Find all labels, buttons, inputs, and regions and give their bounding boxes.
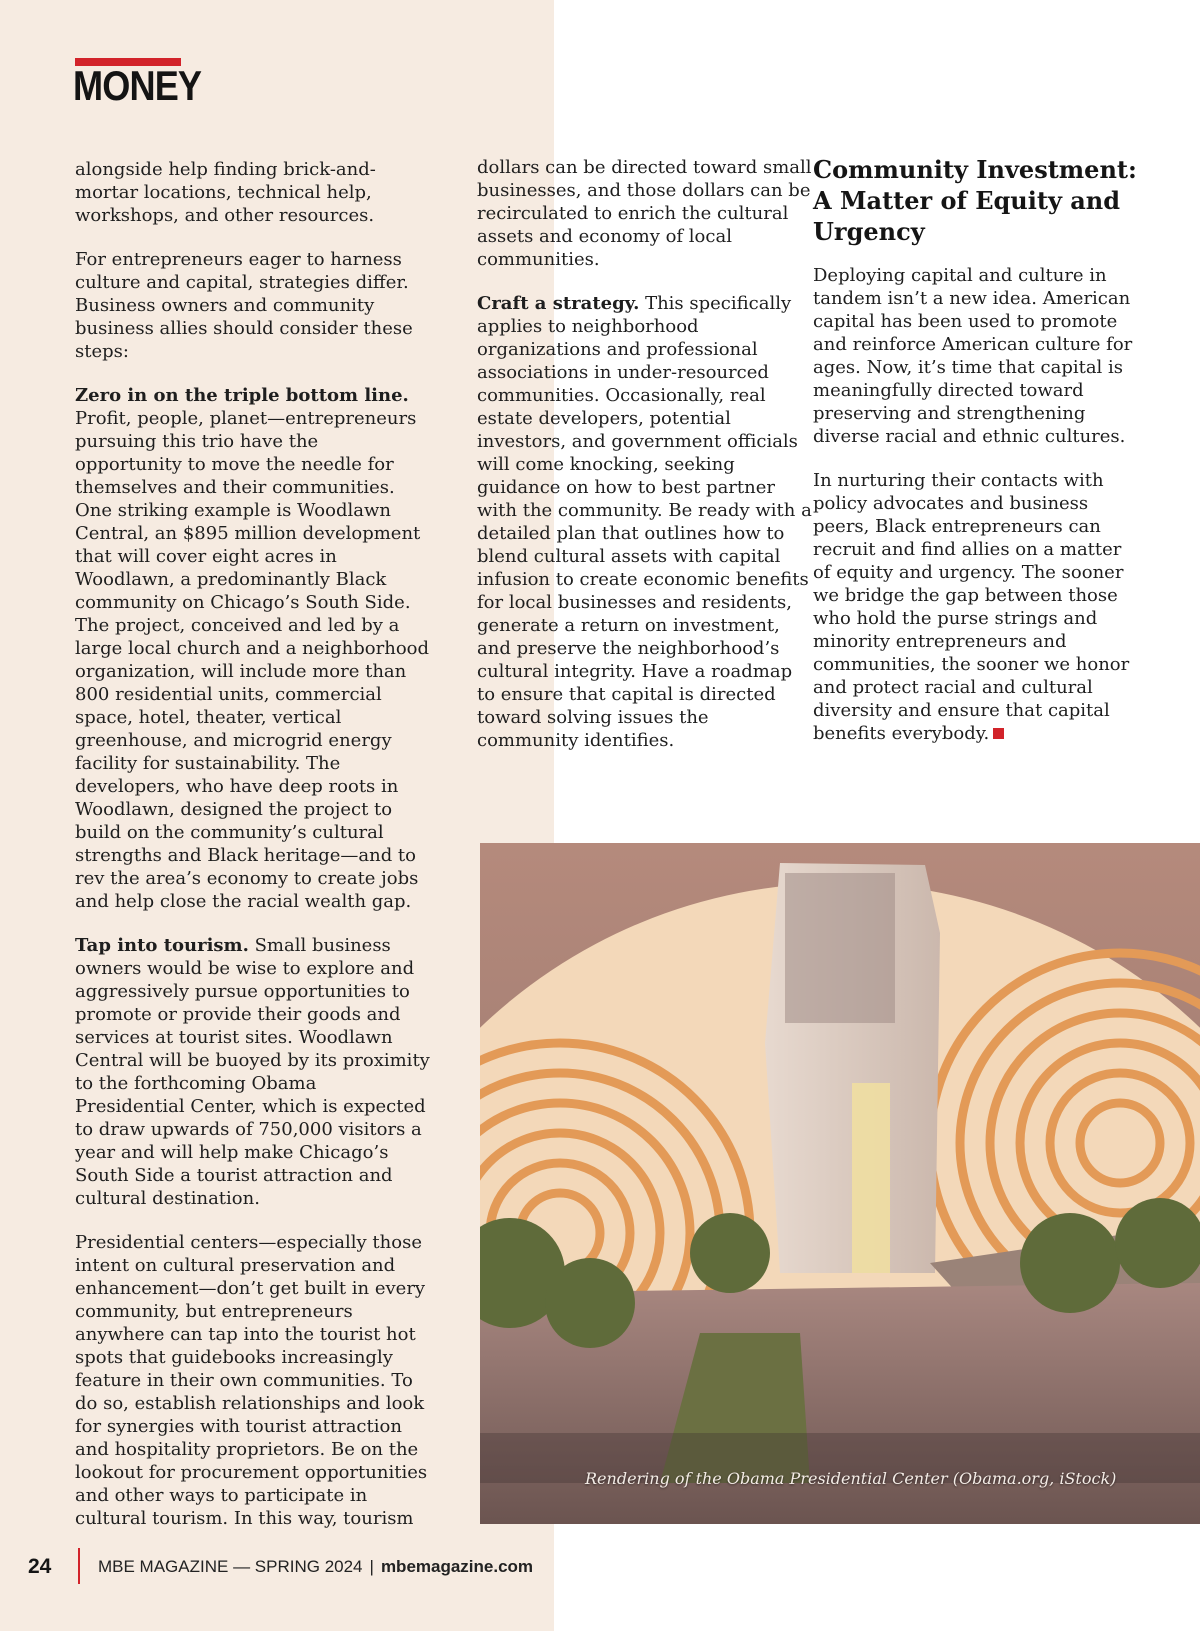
paragraph-lead-in: Zero in on the triple bottom line. (75, 385, 409, 406)
paragraph-body: This specifically applies to neighborhood organizations and professional associations in under-resourced communities. Occasionally, real estate developers, potential investors, and government officials will come knocking, seeking guidance on how to best partner with the community. Be ready with a detailed plan that outlines how to blend cultural assets with capital infusion to create economic benefits for local businesses and residents, generate a return on investment, and preserve the neighborhood’s cultural integrity. Have a roadmap to ensure that capital is directed toward solving issues the community identifies. (477, 293, 812, 751)
sidebar-column (813, 264, 1138, 745)
publication-name: MBE MAGAZINE — SPRING 2024 (98, 1557, 363, 1576)
paragraph-body: Small business owners would be wise to explore and aggressively pursue opportunities to promote or provide their goods and services at tourist sites. Woodlawn Central will be buoyed by its proximity to the forthcoming Obama Presidential Center, which is expected to draw upwards of 750,000 visitors a year and will help make Chicago’s South Side a tourist attraction and cultural destination. (75, 935, 430, 1209)
image-caption: Rendering of the Obama Presidential Center (Obama.org, iStock) (585, 1469, 1117, 1488)
paragraph (75, 384, 430, 913)
page-number: 24 (28, 1555, 52, 1578)
website-link[interactable]: mbemagazine.com (380, 1557, 534, 1576)
paragraph (813, 469, 1138, 745)
end-mark-icon (993, 728, 1004, 739)
paragraph: For entrepreneurs eager to harness culture and capital, strategies differ. Business owners and community business allies should consider these steps: (75, 249, 413, 362)
paragraph-lead-in: Craft a strategy. (477, 293, 640, 314)
footer-text (98, 1557, 533, 1577)
paragraph-lead-in: Tap into tourism. (75, 935, 249, 956)
paragraph: Deploying capital and culture in tandem isn’t a new idea. American capital has been used to promote and reinforce American culture for ages. Now, it’s time that capital is meaningfully directed toward preserving and strengthening diverse racial and ethnic cultures. (813, 265, 1133, 447)
rendering-illustration (480, 843, 1200, 1524)
paragraph: Presidential centers—especially those intent on cultural preservation and enhancement—don’t get built in every community, but entrepreneurs anywhere can tap into the tourist hot spots that guidebooks increasingly feature in their own communities. To do so, establish relationships and look for synergies with tourist attraction and hospitality proprietors. Be on the lookout for procurement opportunities and other ways to participate in cultural tourism. In this way, tourism (75, 1232, 428, 1529)
paragraph-body: Profit, people, planet—entrepreneurs pursuing this trio have the opportunity to move the needle for themselves and their communities. One striking example is Woodlawn Central, an $895 million development that will cover eight acres in Woodlawn, a predominantly Black community on Chicago’s South Side. The project, conceived and led by a large local church and a neighborhood organization, will include more than 800 residential units, commercial space, hotel, theater, vertical greenhouse, and microgrid energy facility for sustainability. The developers, who have deep roots in Woodlawn, designed the project to build on the community’s cultural strengths and Black heritage—and to rev the area’s economy to create jobs and help close the racial wealth gap. (75, 408, 430, 912)
article-column-2 (477, 156, 812, 752)
page-footer (0, 1548, 700, 1586)
section-label: MONEY (73, 62, 202, 109)
footer-divider (78, 1548, 80, 1584)
paragraph-body: In nurturing their contacts with policy advocates and business peers, Black entrepreneurs can recruit and find allies on a matter of equity and urgency. The sooner we bridge the gap between those who hold the purse strings and minority entrepreneurs and communities, the sooner we honor and protect racial and cultural diversity and ensure that capital benefits everybody. (813, 470, 1130, 744)
sidebar-heading: Community Investment: A Matter of Equity and Urgency (813, 155, 1137, 246)
article-column-1 (75, 158, 430, 1530)
obama-center-tower (765, 863, 940, 1273)
footer-separator: | (369, 1557, 374, 1576)
obama-center-rendering (480, 843, 1200, 1524)
paragraph: dollars can be directed toward small businesses, and those dollars can be recirculated to enrich the cultural assets and economy of local communities. (477, 157, 812, 270)
paragraph (477, 292, 812, 752)
paragraph: alongside help finding brick-and-mortar locations, technical help, workshops, and other resources. (75, 159, 376, 226)
paragraph (75, 934, 430, 1210)
